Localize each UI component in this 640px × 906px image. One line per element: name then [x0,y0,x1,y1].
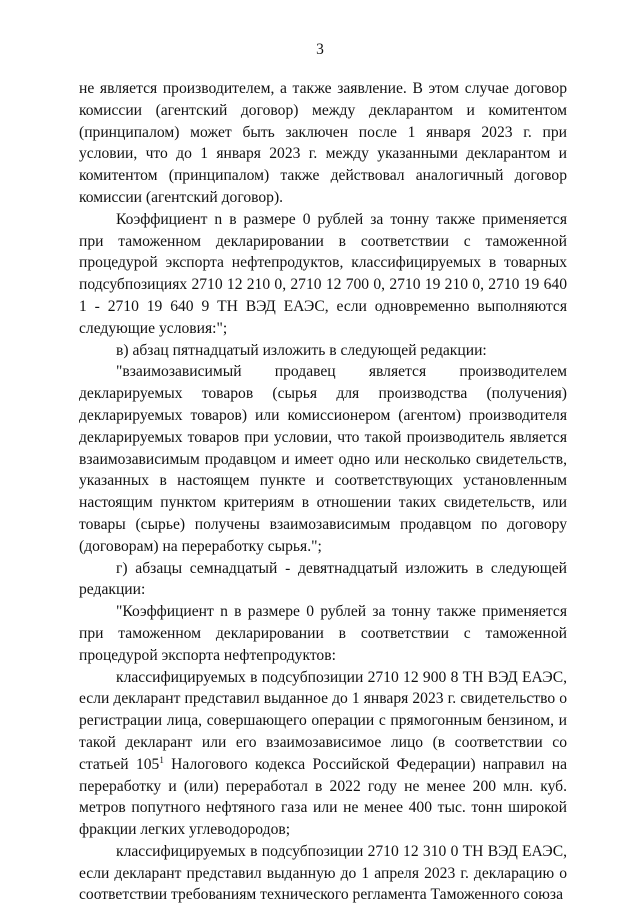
paragraph-1 [79,78,567,209]
paragraph-7 [79,667,567,841]
paragraph-1-text: не является производителем, а также заявление. В этом случае договор комиссии (агентский договор) между декларантом и комитентом (принципалом) может быть заключен после 1 января 2023 г. при условии, что до 1 января 2023 г. между указанными декларантом и комитентом (принципалом) также действовал аналогичный договор комиссии (агентский договор). [79,80,567,206]
document-body [79,78,567,906]
paragraph-5-text: г) абзацы семнадцатый - девятнадцатый изложить в следующей редакции: [79,559,567,599]
paragraph-3-text: в) абзац пятнадцатый изложить в следующей редакции: [116,341,487,359]
article-superscript: 1 [159,754,164,765]
paragraph-8-text: классифицируемых в подсубпозиции 2710 12 310 0 ТН ВЭД ЕАЭС, если декларант представил выданную до 1 апреля 2023 г. декларацию о соответствии требованиям технического регламента Таможенного союза [79,842,567,904]
paragraph-3 [79,340,567,362]
paragraph-4-text: "взаимозависимый продавец является производителем декларируемых товаров (сырья для производства (получения) декларируемых товаров) или комиссионером (агентом) производителя декларируемых товаров при условии, что такой производитель является взаимозависимым продавцом и имеет одно или несколько свидетельств, указанных в настоящем пункте и соответствующих установленным настоящим пунктом критериям в отношении таких свидетельств, или товары (сырье) получены взаимозависимым продавцом по договору (договорам) на переработку сырья."; [79,363,567,555]
paragraph-6 [79,601,567,666]
paragraph-4 [79,361,567,557]
paragraph-6-text: "Коэффициент n в размере 0 рублей за тонну также применяется при таможенном декларировании в соответствии с таможенной процедурой экспорта нефтепродуктов: [79,603,567,664]
page-number: 3 [316,41,324,58]
paragraph-7-text-before-superscript: классифицируемых в подсубпозиции 2710 12 900 8 ТН ВЭД ЕАЭС, если декларант представил выданное до 1 января 2023 г. свидетельство о регистрации лица, совершающего операции с прямогонным бензином, и такой декларант или его взаимозависимое лицо (в соответствии со статьей 105 [79,668,567,773]
paragraph-2-text: Коэффициент n в размере 0 рублей за тонну также применяется при таможенном декларировании в соответствии с таможенной процедурой экспорта нефтепродуктов, классифицируемых в товарных подсубпозициях 2710 12 210 0, 2710 12 700 0, 2710 19 210 0, 2710 19 640 1 - 2710 19 640 9 ТН ВЭД ЕАЭС, если одновременно выполняются следующие условия:"; [79,210,567,337]
paragraph-2 [79,209,567,340]
paragraph-8 [79,841,567,906]
paragraph-7-text-after-superscript: Налогового кодекса Российской Федерации) направил на переработку и (или) переработал в 2022 году не менее 200 млн. куб. метров попутного нефтяного газа или не менее 400 тыс. тонн широкой фракции легких углеводородов; [79,755,567,839]
paragraph-5 [79,558,567,602]
